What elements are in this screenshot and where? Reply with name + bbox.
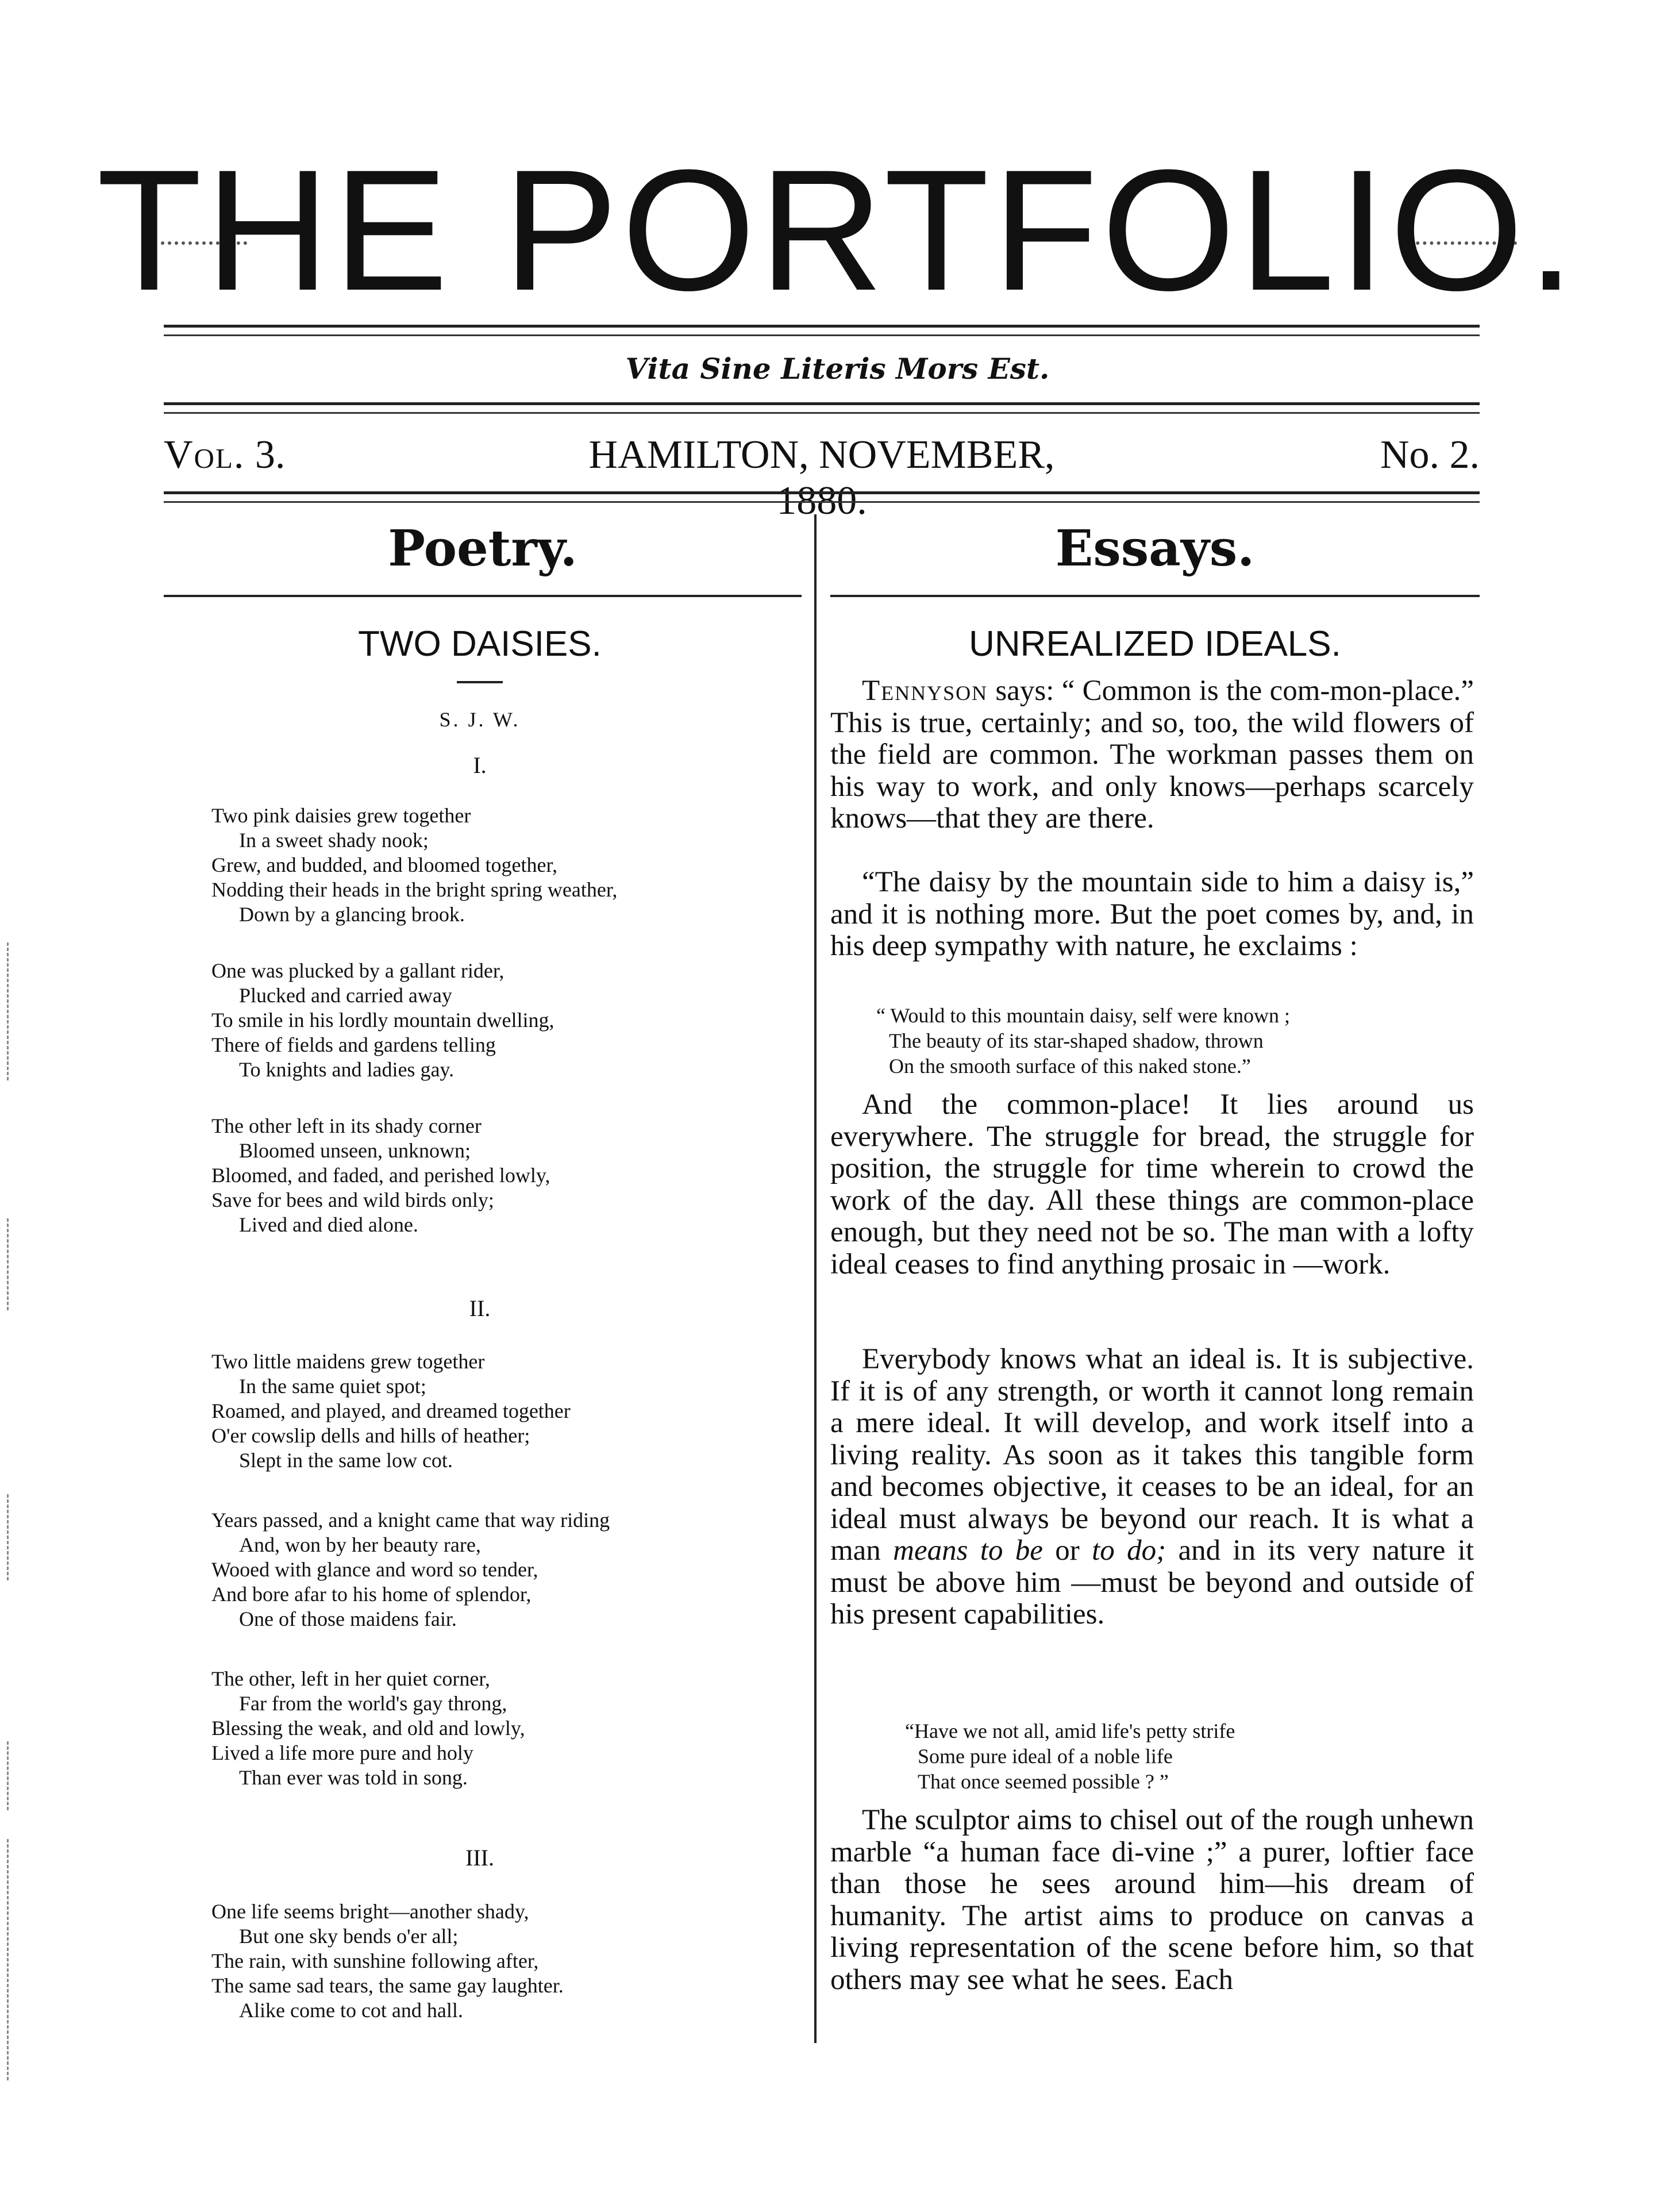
masthead-title: THE PORTFOLIO. [97, 133, 1578, 326]
essay-text: says: “ Common is the com-mon-place.” This is true, certainly; and so, too, the wild flowers of the field are common. The workman passes them on his way to work, and only knows—perhaps scarcely knows—that they are there. [830, 675, 1474, 834]
essay-paragraph: The sculptor aims to chisel out of the rough unhewn marble “a human face di-vine ;” a purer, loftier face than those he sees around him—his dream of humanity. The artist aims to produce on canvas a living representation of the scene before him, so that others may see what he sees. Each [830, 1804, 1474, 1996]
poem-line: Wooed with glance and word so tender, [211, 1558, 538, 1581]
rule-mid-2 [164, 412, 1480, 414]
poem-line: Than ever was told in song. [239, 1766, 468, 1789]
poem-line: In the same quiet spot; [239, 1375, 426, 1398]
column-divider [814, 514, 817, 2043]
poem-line: Two pink daisies grew together [211, 804, 471, 827]
stanza [211, 1114, 803, 1237]
poem-line: There of fields and gardens telling [211, 1033, 496, 1056]
poem-title: TWO DAISIES. [358, 624, 602, 664]
poem-line: The same sad tears, the same gay laughter. [211, 1974, 564, 1997]
poem-line: Bloomed, and faded, and perished lowly, [211, 1164, 550, 1187]
poem-line: Save for bees and wild birds only; [211, 1188, 494, 1211]
essay-emphasis: to do; [1092, 1534, 1166, 1567]
poem-line: Grew, and budded, and bloomed together, [211, 853, 558, 876]
essay-text: Everybody knows what an ideal is. It is subjective. If it is of any strength, or worth it cannot long remain a mere ideal. It will develop, and work itself into a living reality. As soon as it takes this tangible form and becomes objective, it ceases to be an ideal, for an ideal must always be beyond our reach. It is what a man [830, 1343, 1474, 1567]
poem-line: To smile in his lordly mountain dwelling, [211, 1009, 555, 1032]
poem-line: One was plucked by a gallant rider, [211, 959, 505, 982]
poem-line: The other left in its shady corner [211, 1114, 482, 1137]
poem-line: Lived and died alone. [239, 1213, 418, 1236]
quote-line: “Have we not all, amid life's petty strife [905, 1719, 1235, 1742]
scan-mark [7, 1839, 9, 2080]
poem-line: One life seems bright—another shady, [211, 1900, 529, 1923]
essay-paragraph [830, 675, 1474, 835]
volume-prefix: Vol. [164, 433, 245, 477]
stanza [211, 1667, 803, 1790]
poem-line: Alike come to cot and hall. [239, 1999, 463, 2022]
part-numeral: II. [469, 1295, 491, 1321]
essay-quote [905, 1718, 1503, 1794]
poem-line: And, won by her beauty rare, [239, 1533, 481, 1556]
scan-mark [7, 1741, 9, 1810]
quote-line: The beauty of its star-shaped shadow, thrown [889, 1029, 1264, 1052]
essay-emphasis: means to be [893, 1534, 1043, 1567]
essay-paragraph: And the common-place! It lies around us everywhere. The struggle for bread, the struggle for position, the struggle for time wherein to crowd the work of the day. All these things are common-place enough, but they need not be so. The man with a lofty ideal ceases to find anything prosaic in —work. [830, 1088, 1474, 1280]
part-numeral: I. [473, 752, 487, 778]
quote-line: On the smooth surface of this naked stone.” [889, 1055, 1251, 1078]
poem-line: But one sky bends o'er all; [239, 1925, 459, 1948]
essay-title: UNREALIZED IDEALS. [969, 624, 1341, 664]
stanza [211, 1899, 803, 2023]
stanza [211, 803, 803, 927]
motto: Vita Sine Literis Mors Est. [625, 352, 1050, 386]
stanza [211, 1508, 803, 1632]
poem-line: The rain, with sunshine following after, [211, 1949, 539, 1972]
essay-lead-word: Tennyson [862, 675, 988, 707]
poem-line: Slept in the same low cot. [239, 1449, 453, 1472]
essay-paragraph: “The daisy by the mountain side to him a daisy is,” and it is nothing more. But the poet comes by, and, in his deep sympathy with nature, he exclaims : [830, 866, 1474, 962]
poem-line: Plucked and carried away [239, 984, 452, 1007]
section-head-poetry: Poetry. [388, 520, 577, 578]
scan-mark [7, 1218, 9, 1310]
quote-line: That once seemed possible ? ” [918, 1770, 1169, 1793]
poem-line: In a sweet shady nook; [239, 829, 429, 852]
volume [164, 432, 285, 478]
rule-bottom-2 [164, 501, 1480, 503]
quote-line: Some pure ideal of a noble life [918, 1745, 1173, 1768]
poem-line: Nodding their heads in the bright spring weather, [211, 878, 618, 901]
poem-line: Years passed, and a knight came that way riding [211, 1509, 610, 1532]
poetry-rule [164, 595, 802, 597]
poem-line: Roamed, and played, and dreamed together [211, 1399, 571, 1422]
rule-mid-1 [164, 402, 1480, 405]
section-head-essays: Essays. [1055, 520, 1255, 578]
rule-top-2 [164, 334, 1480, 336]
poem-line: Lived a life more pure and holy [211, 1741, 473, 1764]
rule-bottom-1 [164, 491, 1480, 494]
poem-line: The other, left in her quiet corner, [211, 1667, 490, 1690]
poem-line: To knights and ladies gay. [239, 1058, 455, 1081]
scan-mark [7, 1494, 9, 1580]
essays-rule [830, 595, 1480, 597]
volume-number: 3. [255, 433, 286, 477]
poem-line: Blessing the weak, and old and lowly, [211, 1717, 525, 1740]
rule-top-1 [164, 325, 1480, 328]
poem-author: S. J. W. [439, 708, 521, 731]
essay-text: or [1042, 1534, 1092, 1567]
poem-line: Bloomed unseen, unknown; [239, 1139, 471, 1162]
essay-paragraph [830, 1344, 1474, 1631]
poem-line: One of those maidens fair. [239, 1607, 457, 1630]
part-numeral: III. [465, 1845, 494, 1871]
essay-quote [876, 1003, 1474, 1079]
place-date: HAMILTON, NOVEMBER, 1880. [588, 433, 1055, 523]
poem-line: Far from the world's gay throng, [239, 1692, 507, 1715]
scan-mark [7, 942, 9, 1080]
poem-line: And bore afar to his home of splendor, [211, 1583, 532, 1606]
stanza [211, 959, 803, 1082]
stanza [211, 1349, 803, 1473]
poem-title-rule [457, 681, 503, 683]
quote-line: “ Would to this mountain daisy, self were known ; [876, 1004, 1290, 1027]
essay-text: and in its very nature it must be above him —must be beyond and outside of his present capabilities. [830, 1534, 1474, 1630]
poem-line: Down by a glancing brook. [239, 903, 465, 926]
poem-line: Two little maidens grew together [211, 1350, 485, 1373]
poem-line: O'er cowslip dells and hills of heather; [211, 1424, 530, 1447]
issue-number: No. 2. [1380, 433, 1480, 477]
